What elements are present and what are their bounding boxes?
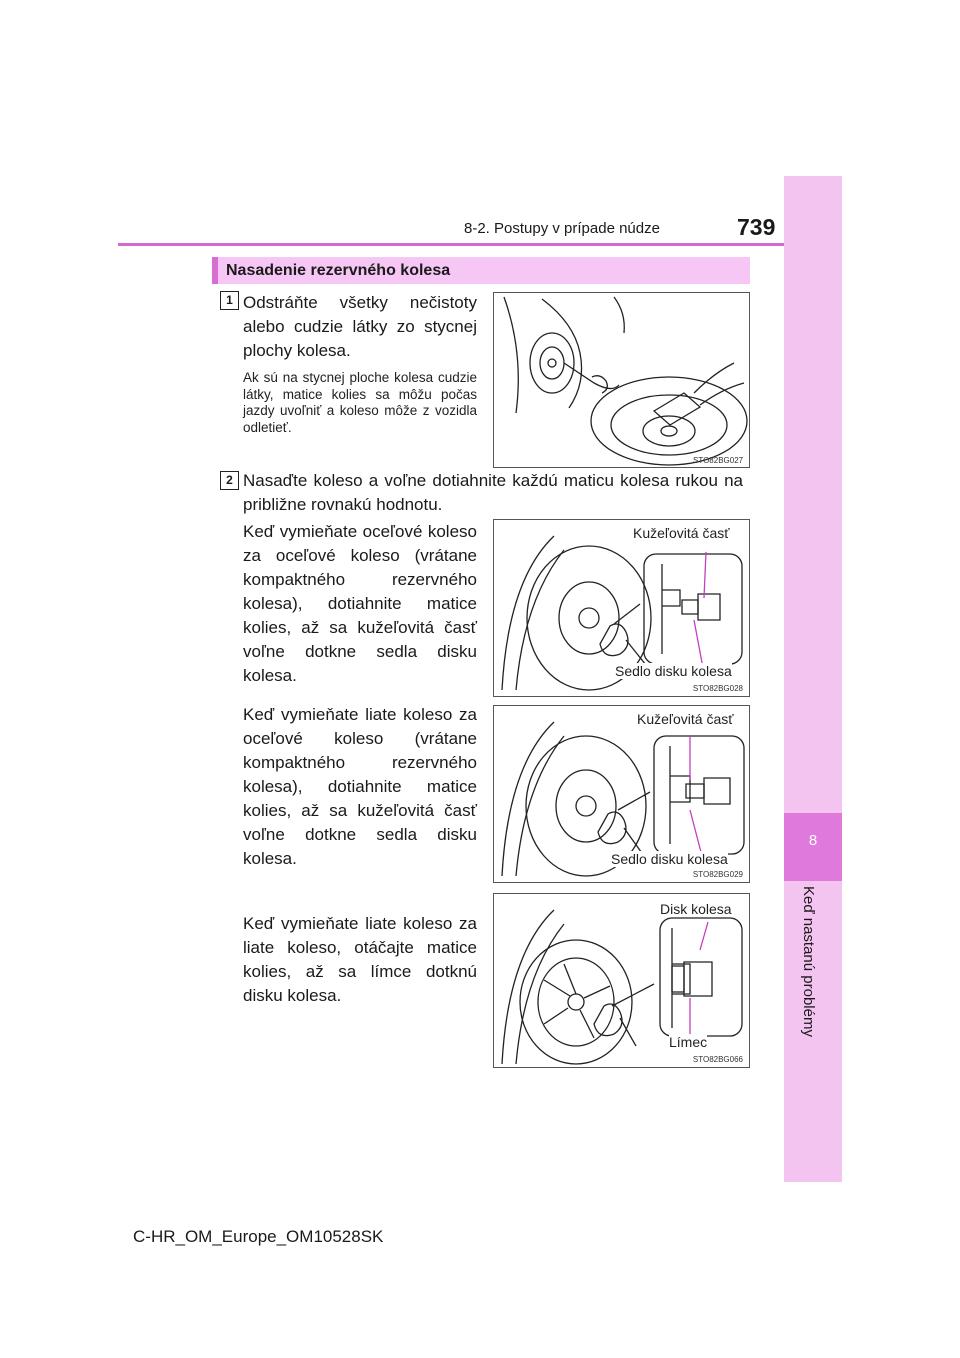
- label-conical-part: Kužeľovitá časť: [637, 711, 734, 727]
- figure-code: STO82BG028: [692, 684, 743, 693]
- subsection-title: Nasadenie rezervného kolesa: [226, 262, 451, 279]
- figure-alloy-to-steel: [493, 705, 750, 883]
- step-1-note: Ak sú na stycnej ploche kolesa cudzie látky, matice kolies sa môžu počas jazdy uvoľniť a koleso môže z vozidla odletieť.: [243, 370, 477, 435]
- page-number: 739: [737, 214, 776, 240]
- figure-alloy-to-alloy: [493, 893, 750, 1068]
- figure-code: STO82BG029: [692, 870, 743, 879]
- illustration-alloy-alloy-nut: [494, 894, 749, 1067]
- illustration-clean-hub: [494, 293, 749, 467]
- figure-code: STO82BG027: [693, 456, 744, 465]
- label-wheel-seat: Sedlo disku kolesa: [611, 851, 728, 867]
- document-footer: C-HR_OM_Europe_OM10528SK: [133, 1227, 384, 1246]
- figure-steel-to-steel: [493, 519, 750, 697]
- step-1-badge: 1: [220, 291, 239, 310]
- step-2-text: Nasaďte koleso a voľne dotiahnite každú maticu kolesa rukou na približne rovnakú hodnotu.: [243, 471, 743, 514]
- step-1-text: Odstráňte všetky nečistoty alebo cudzie látky zo stycnej plochy kolesa.: [243, 293, 477, 360]
- step-2-badge: 2: [220, 471, 239, 490]
- figure-clean-hub: [493, 292, 750, 468]
- header-rule: [118, 243, 784, 246]
- label-collar: Límec: [669, 1034, 708, 1050]
- chapter-number: 8: [808, 832, 818, 849]
- label-wheel-disc: Disk kolesa: [660, 901, 732, 917]
- case-alloy-to-steel-text: Keď vymieňate liate koleso za oceľové koleso (vrátane kompaktného rezervného kolesa), dotiahnite matice kolies, až sa kužeľovitá časť voľne dotkne sedla disku kolesa.: [243, 705, 477, 868]
- label-conical-part: Kužeľovitá časť: [633, 525, 730, 541]
- case-steel-to-steel-text: Keď vymieňate oceľové koleso za oceľové koleso (vrátane kompaktného rezervného kolesa), dotiahnite matice kolies, až sa kužeľovitá časť voľne dotkne sedla disku kolesa.: [243, 522, 477, 685]
- label-wheel-seat: Sedlo disku kolesa: [615, 663, 732, 679]
- case-alloy-to-alloy-text: Keď vymieňate liate koleso za liate koleso, otáčajte matice kolies, až sa límce dotknú disku kolesa.: [243, 914, 477, 1005]
- figure-code: STO82BG066: [692, 1055, 743, 1064]
- chapter-title: Keď nastanú problémy: [800, 886, 817, 1037]
- section-label: 8-2. Postupy v prípade núdze: [464, 220, 660, 237]
